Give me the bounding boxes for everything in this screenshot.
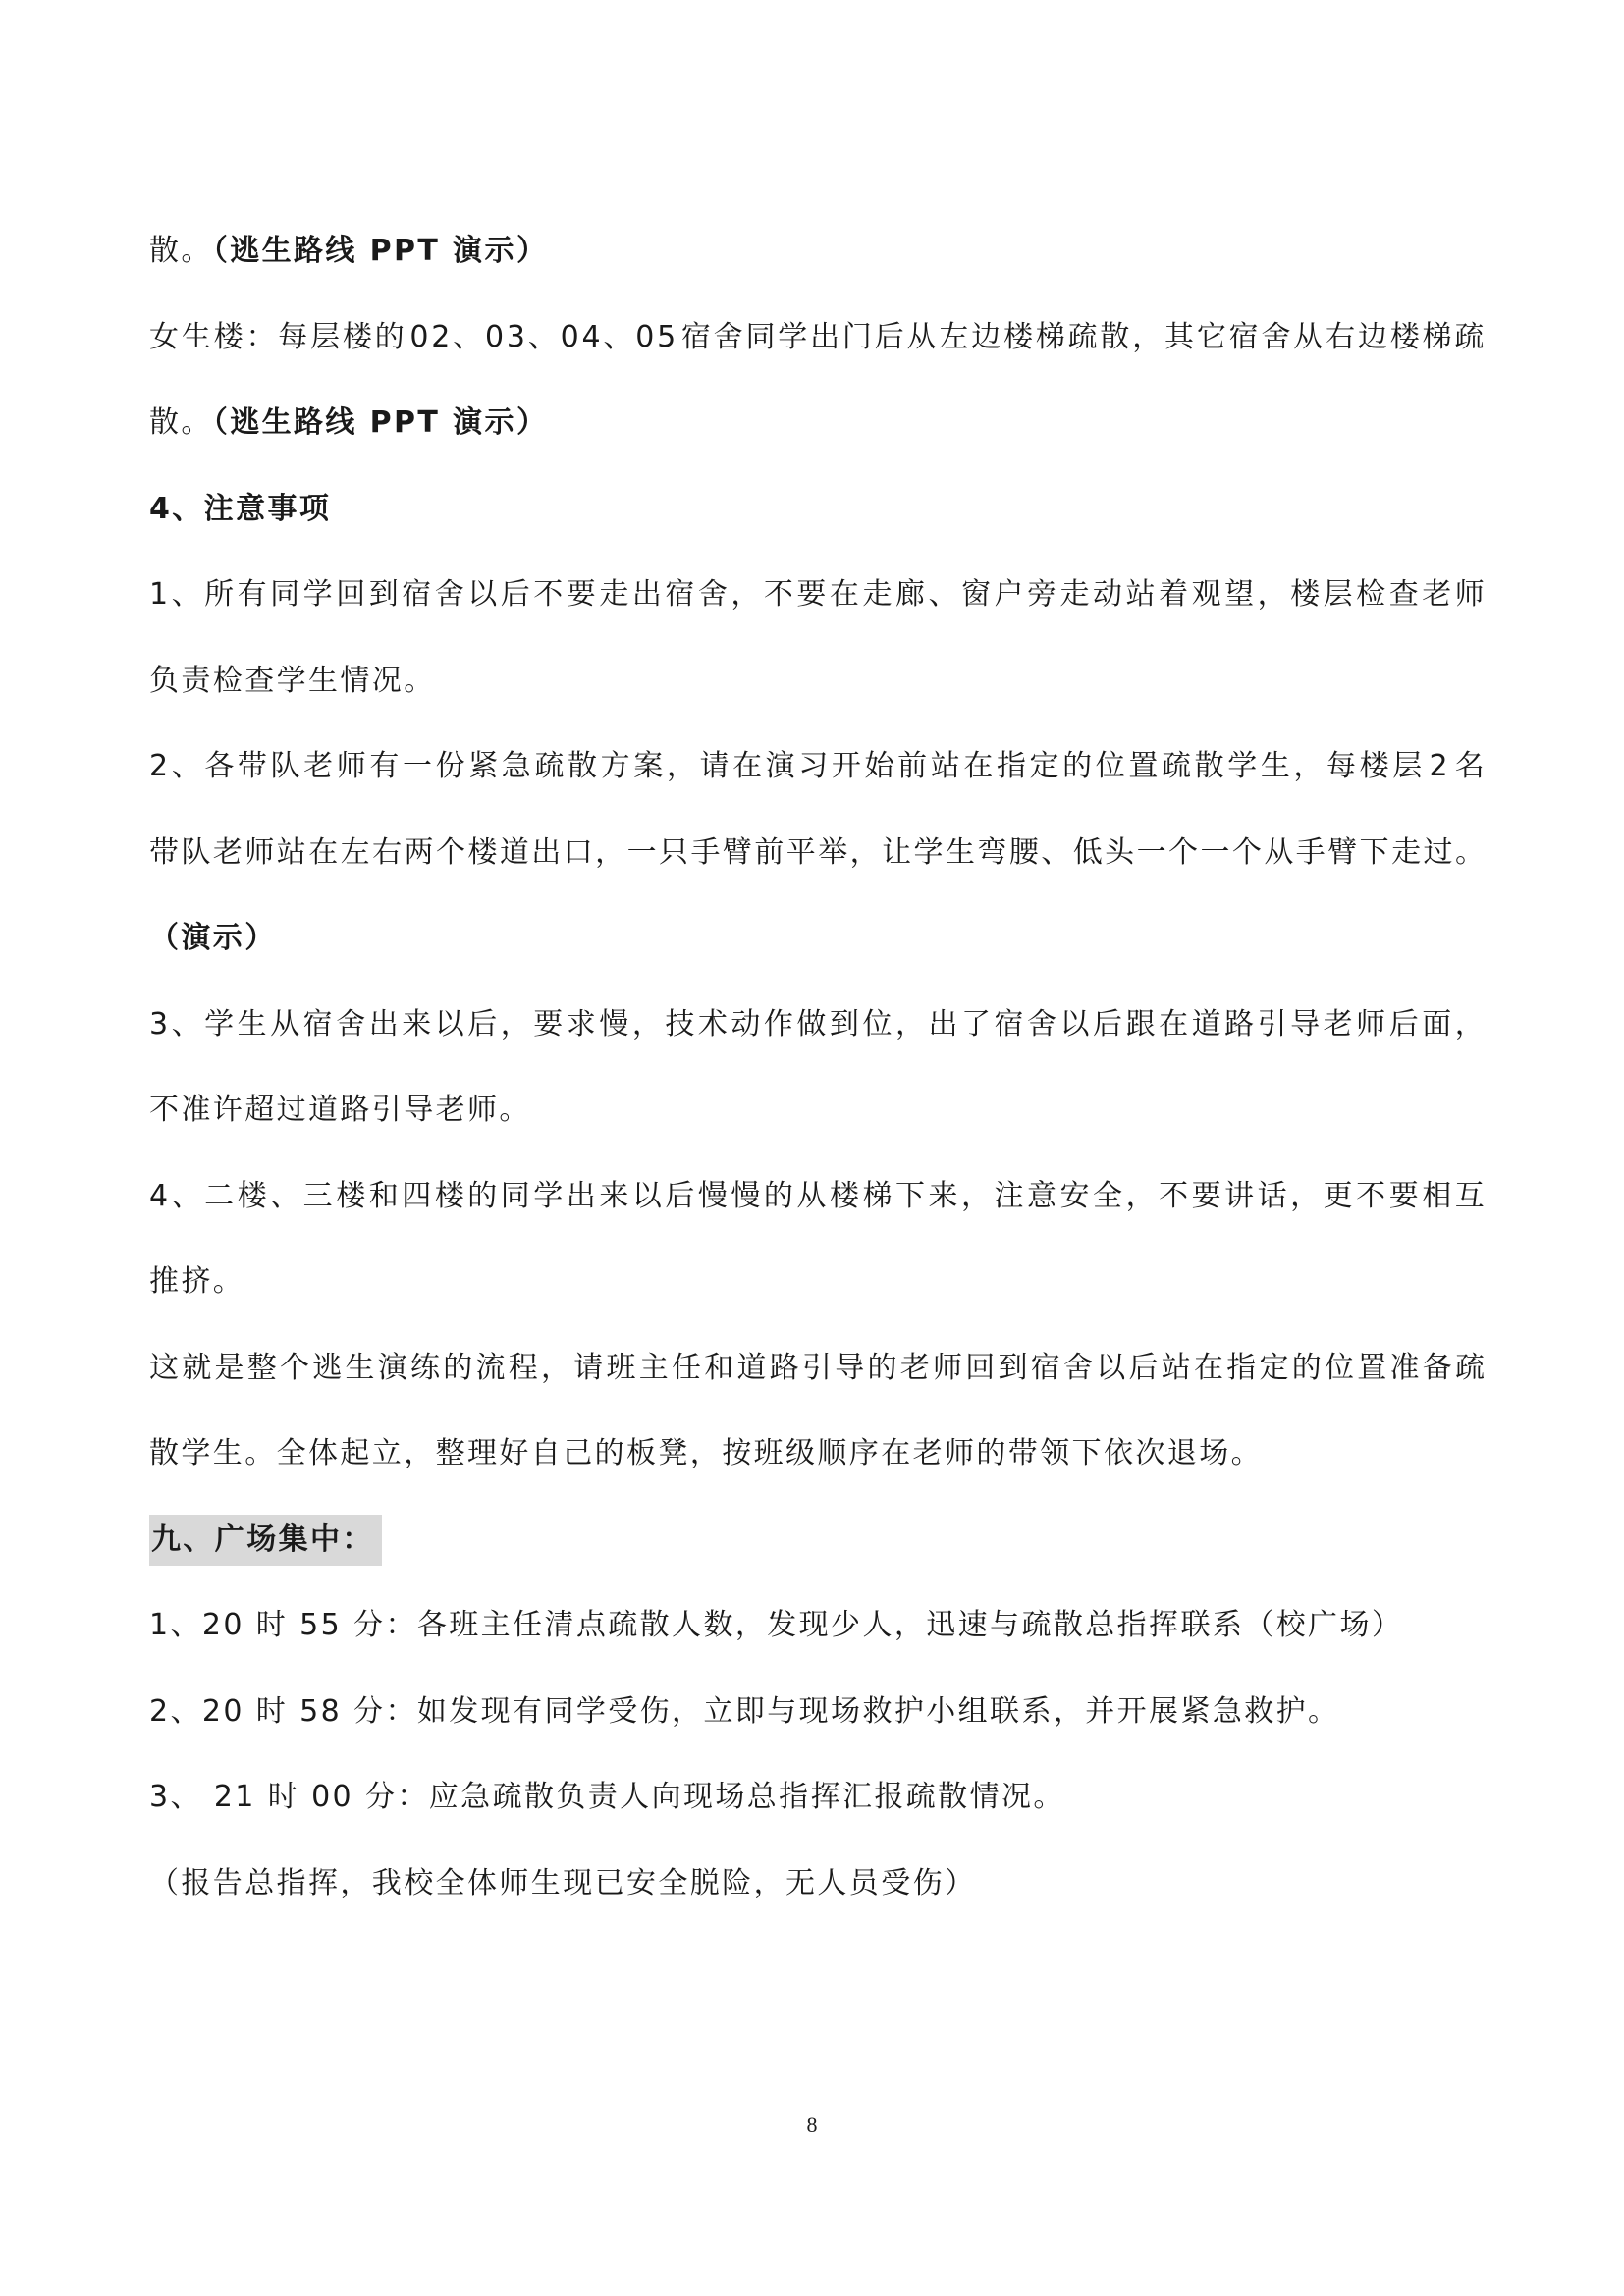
document-body [149, 208, 1485, 1926]
text-line-18: 2、20 时 58 分：如发现有同学受伤，立即与现场救护小组联系，并开展紧急救护。 [149, 1693, 1340, 1729]
text-line-1 [149, 208, 1485, 294]
text-line-20: （报告总指挥，我校全体师生现已安全脱险，无人员受伤） [149, 1865, 977, 1900]
text-line-6: 负责检查学生情况。 [149, 663, 436, 698]
text-line-5: 1 、 所 有 同 学 回 到 宿 舍 以 后 不 要 走 出 宿 舍 ， 不 要 在 走 廊 、 窗 户 旁 走 动 站 着 观 望 ， 楼 层 检 查 老 师 [149, 577, 1485, 612]
text-line-12: 4 、 二 楼 、 三 楼 和 四 楼 的 同 学 出 来 以 后 慢 慢 的 从 楼 梯 下 来 ， 注 意 安 全 ， 不 要 讲 话 ， 更 不 要 相 互 [149, 1178, 1485, 1213]
text-line-7: 2 、 各 带 队 老 师 有 一 份 紧 急 疏 散 方 案 ， 请 在 演 习 开 始 前 站 在 指 定 的 位 置 疏 散 学 生 ， 每 楼 层 2 名 [149, 749, 1485, 783]
line-3-text: 散。 [149, 405, 213, 440]
text-line-17: 1、20 时 55 分：各班主任清点疏散人数，发现少人，迅速与疏散总指挥联系（校广场） [149, 1608, 1404, 1642]
line-1-text: 散。 [149, 234, 213, 268]
section-heading-plaza [149, 1497, 1485, 1583]
line-1-bold-note: （逃生路线 PPT 演示） [212, 234, 549, 268]
text-line-9: （演示） [149, 921, 277, 955]
text-line-8: 带 队 老 师 站 在 左 右 两 个 楼 道 出 口 ， 一 只 手 臂 前 平 举 ， 让 学 生 弯 腰 、 低 头 一 个 一 个 从 手 臂 下 走 过 。 [149, 834, 1485, 870]
text-line-19: 3、 21 时 00 分：应急疏散负责人向现场总指挥汇报疏散情况。 [149, 1780, 1065, 1814]
text-line-10: 3 、 学 生 从 宿 舍 出 来 以 后 ， 要 求 慢 ， 技 术 动 作 做 到 位 ， 出 了 宿 舍 以 后 跟 在 道 路 引 导 老 师 后 面 ， [149, 1006, 1485, 1041]
text-line-3 [149, 380, 1485, 466]
text-line-2: 女 生 楼 ： 每 层 楼 的 0 2 、 0 3 、 0 4 、 0 5 宿 舍 同 学 出 门 后 从 左 边 楼 梯 疏 散 ， 其 它 宿 舍 从 右 边 楼 梯 疏 [149, 319, 1485, 354]
text-line-11: 不准许超过道路引导老师。 [149, 1093, 531, 1127]
section-heading-notes: 4、注意事项 [149, 491, 332, 526]
text-line-14: 这 就 是 整 个 逃 生 演 练 的 流 程 ， 请 班 主 任 和 道 路 引 导 的 老 师 回 到 宿 舍 以 后 站 在 指 定 的 位 置 准 备 疏 [149, 1350, 1485, 1385]
section-heading-plaza-text: 九、广场集中： [149, 1515, 382, 1566]
text-line-13: 推挤。 [149, 1264, 245, 1299]
page-number: 8 [806, 2112, 818, 2137]
line-3-bold-note: （逃生路线 PPT 演示） [212, 405, 549, 440]
text-line-15: 散学生。全体起立，整理好自己的板凳，按班级顺序在老师的带领下依次退场。 [149, 1436, 1263, 1470]
